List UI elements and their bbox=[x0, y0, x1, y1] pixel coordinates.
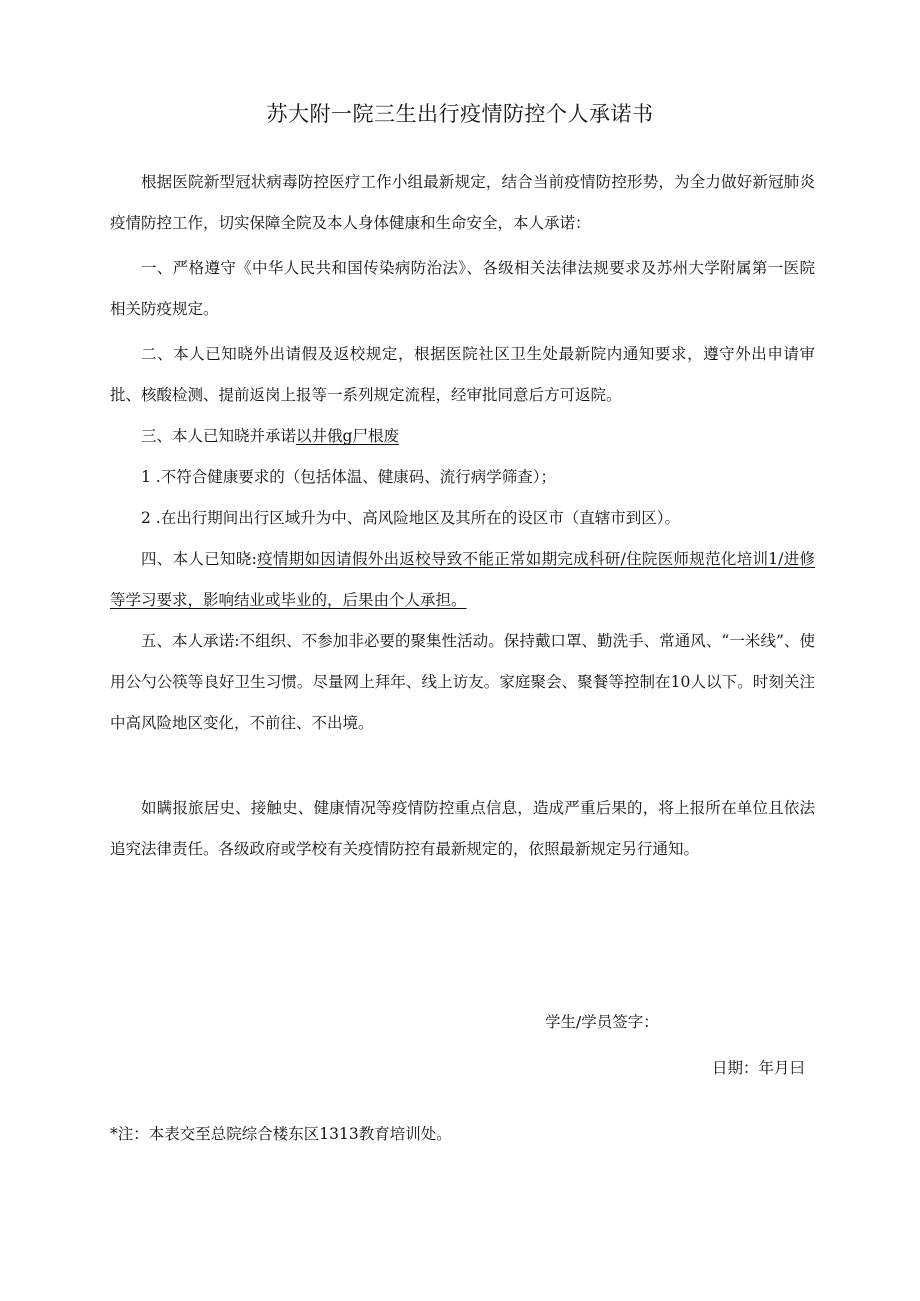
item-4-prefix: 四、本人已知晓: bbox=[141, 550, 257, 568]
item-4-underlined-text: 疫情期如因请假外出返校导致不能正常如期完成科研/住院医师规范化培训1/进修等学习要求，影响结业或毕业的，后果由个人承担。 bbox=[110, 550, 815, 609]
date-label: 日期：年月曰 bbox=[712, 1059, 806, 1077]
commitment-item-2: 二、本人已知晓外出请假及返校规定，根据医院社区卫生处最新院内通知要求，遵守外出申请审批、核酸检测、提前返岗上报等一系列规定流程，经审批同意后方可返院。 bbox=[110, 345, 815, 404]
intro-paragraph: 根据医院新型冠状病毒防控医疗工作小组最新规定，结合当前疫情防控形势，为全力做好新冠肺炎疫情防控工作，切实保障全院及本人身体健康和生命安全，本人承诺： bbox=[110, 173, 815, 232]
item-3-prefix: 三、本人已知晓并承诺 bbox=[141, 427, 297, 445]
signature-label: 学生/学员签字： bbox=[545, 1013, 659, 1031]
commitment-item-5: 五、本人承诺:不组织、不参加非必要的聚集性活动。保持戴口罩、勤洗手、常通风、“一米线”、使用公勺公筷等良好卫生习惯。尽量网上拜年、线上访友。家庭聚会、聚餐等控制在10人以下。时刻关注中高风险地区变化，不前往、不出境。 bbox=[110, 632, 815, 732]
sub-condition-1: 1 .不符合健康要求的（包括体温、健康码、流行病学筛查）； bbox=[141, 468, 556, 486]
footnote: *注：本表交至总院综合楼东区1313教育培训处。 bbox=[110, 1125, 452, 1143]
document-title: 苏大附一院三生出行疫情防控个人承诺书 bbox=[266, 102, 654, 126]
commitment-item-3 bbox=[110, 416, 815, 457]
commitment-item-1: 一、严格遵守《中华人民共和国传染病防治法》、各级相关法律法规要求及苏州大学附属第一医院相关防疫规定。 bbox=[110, 259, 815, 318]
commitment-item-4 bbox=[110, 539, 815, 621]
item-3-underlined-text: 以井俄g尸根废 bbox=[296, 427, 399, 445]
closing-paragraph: 如瞒报旅居史、接触史、健康情况等疫情防控重点信息，造成严重后果的，将上报所在单位且依法追究法律责任。各级政府或学校有关疫情防控有最新规定的，依照最新规定另行通知。 bbox=[110, 799, 815, 858]
sub-condition-2: 2 .在出行期间出行区域升为中、高风险地区及其所在的设区市（直辖市到区）。 bbox=[141, 509, 680, 527]
